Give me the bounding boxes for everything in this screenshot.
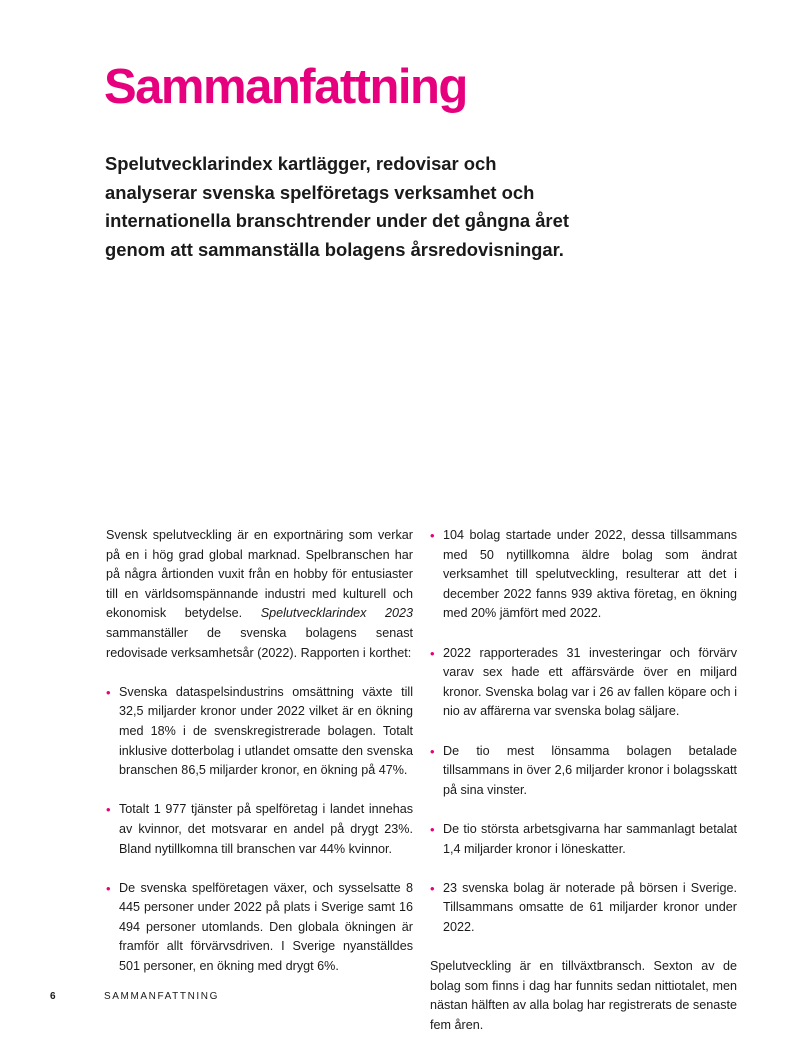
list-item [430,644,737,722]
list-item-text: De tio största arbetsgivarna har sammanlagt betalat 1,4 miljarder kronor i löneskatter. [443,821,737,856]
list-item [106,879,413,977]
list-item [430,742,737,801]
list-item [106,800,413,859]
list-item-text: Svenska dataspelsindustrins omsättning växte till 32,5 miljarder kronor under 2022 vilket är en ökning med 18% i de svenskregistrerade bolagen. Totalt inklusive dotterbolag i utlandet omsatte den svenska branschen 86,5 miljarder kronor, en ökning på 47%. [119,684,413,778]
list-item [106,683,413,781]
list-item-text: 23 svenska bolag är noterade på börsen i Sverige. Tillsammans omsatte de 61 miljarder kronor under 2022. [443,880,737,934]
right-column [430,526,737,1035]
bullet-icon: • [106,684,111,700]
intro-text-part2: sammanställer de svenska bolagens senast redovisade verksamhetsår (2022). Rapporten i korthet: [106,625,413,660]
page-title: Sammanfattning [104,60,467,114]
summary-list-left [106,683,413,977]
list-item-text: De svenska spelföretagen växer, och sysselsatte 8 445 personer under 2022 på plats i Sverige samt 16 494 personer utomlands. Den globala ökningen är framför allt förvärvsdriven. I Sverige nyanställdes 501 personer, en ökning med drygt 6%. [119,880,413,974]
summary-list-right [430,526,737,937]
list-item [430,820,737,859]
closing-paragraph: Spelutveckling är en tillväxtbransch. Sexton av de bolag som finns i dag har funnits sedan nittiotalet, men nästan hälften av alla bolag har registrerats de senaste fem åren. [430,959,737,1032]
list-item [430,879,737,938]
footer-section-label: SAMMANFATTNING [104,991,219,1002]
intro-text-part1: Svensk spelutveckling är en exportnäring som verkar på en i hög grad global marknad. Spelbranschen har på några årtionden vuxit från en hobby för entusiaster till en världsomspännande industri med kulturell och ekonomisk betydelse. [106,528,413,621]
report-title-italic: Spelutvecklarindex 2023 [260,606,413,621]
list-item-text: 2022 rapporterades 31 investeringar och förvärv varav sex hade ett affärsvärde över en miljard kronor. Svenska bolag var i 26 av fallen köpare och i nio av affärerna var svenska bolag säljare. [443,645,737,719]
bullet-icon: • [430,528,435,543]
bullet-icon: • [430,645,435,661]
bullet-icon: • [430,880,435,896]
left-column [106,526,413,977]
bullet-icon: • [430,821,435,837]
bullet-icon: • [106,880,111,896]
page-number: 6 [50,991,56,1002]
bullet-icon: • [430,743,435,759]
list-item-text: Totalt 1 977 tjänster på spelföretag i landet innehas av kvinnor, det motsvarar en andel på drygt 23%. Bland nytillkomna till branschen var 44% kvinnor. [119,802,413,856]
list-item-text: 104 bolag startade under 2022, dessa tillsammans med 50 nytillkomna äldre bolag som ändrat verksamhet till spelutveckling, resulterar att det i december 2022 fanns 939 aktiva företag, en ökning med 20% jämfört med 2022. [443,528,737,621]
list-item-text: De tio mest lönsamma bolagen betalade tillsammans in över 2,6 miljarder kronor i bolagsskatt på sina vinster. [443,743,737,797]
bullet-icon: • [106,802,111,818]
list-item [430,526,737,624]
intro-paragraph [106,526,413,663]
lead-paragraph: Spelutvecklarindex kartlägger, redovisar och analyserar svenska spelföretags verksamhet och internationella branschtrender under det gångna året genom att sammanställa bolagens årsredovisningar. [105,153,569,260]
